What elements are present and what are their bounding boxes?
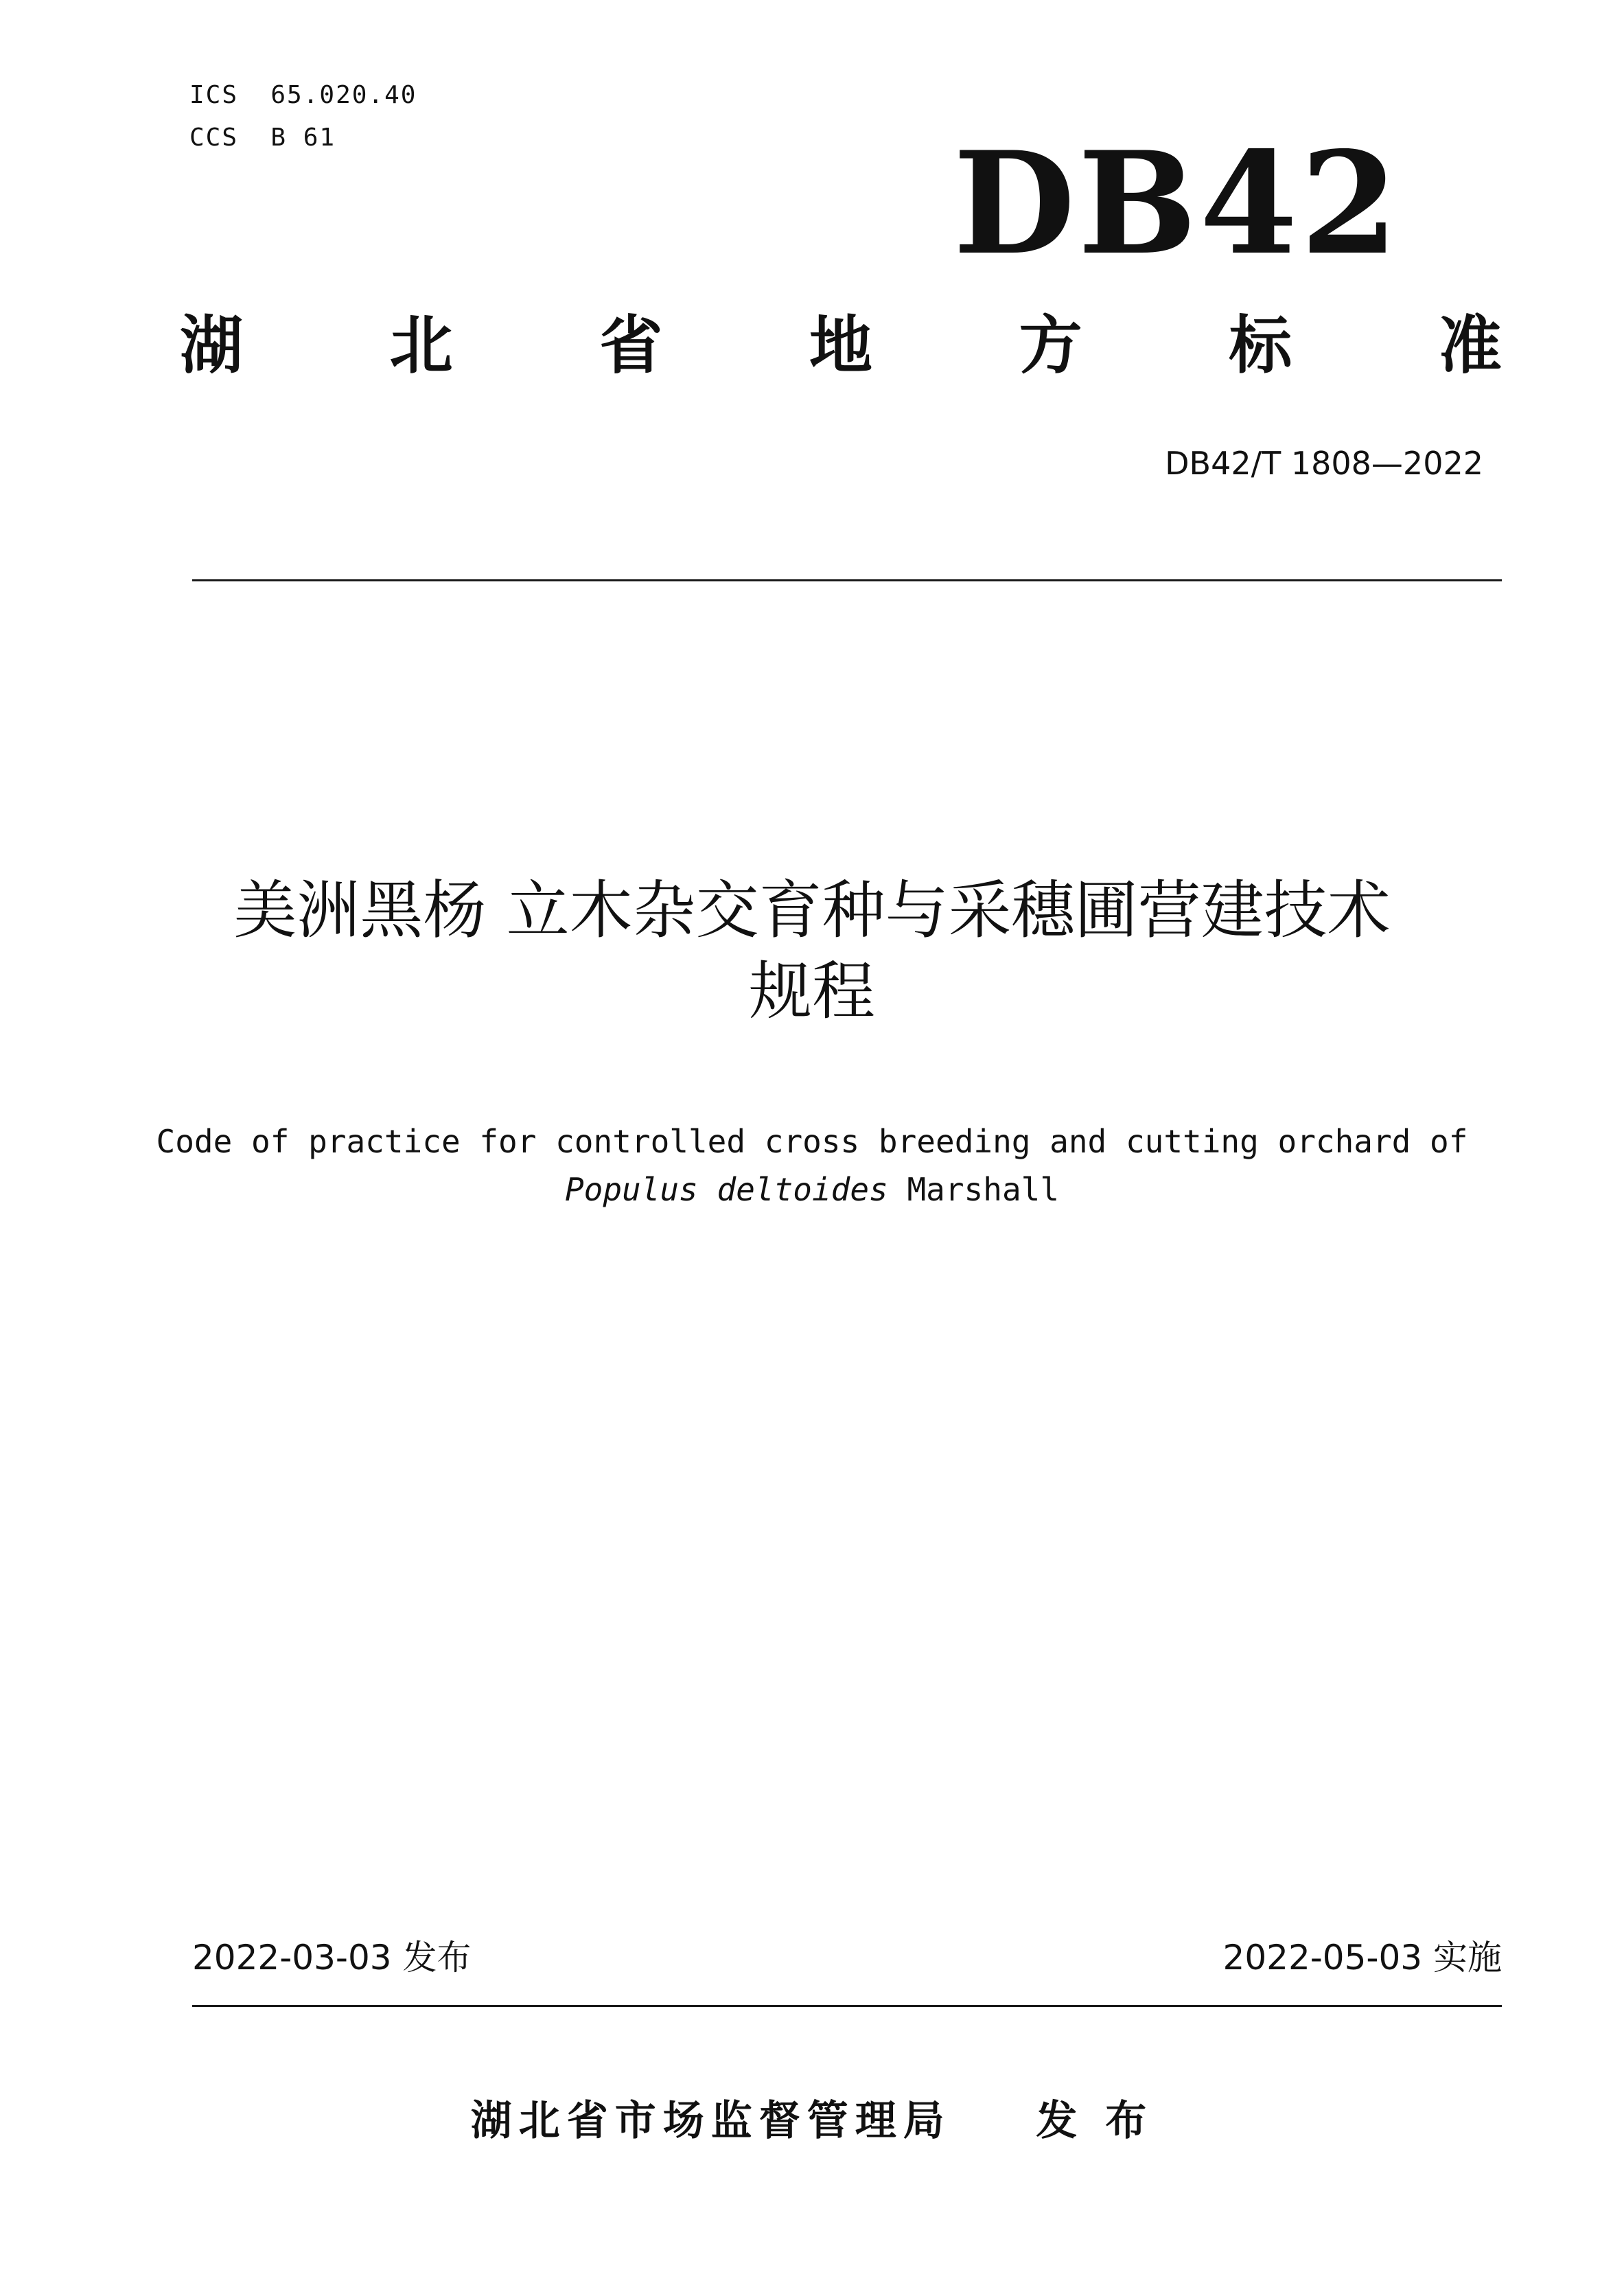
- title-english-line-2: [137, 1166, 1487, 1214]
- species-author: Marshall: [907, 1171, 1060, 1208]
- standard-type-heading: [180, 309, 1502, 382]
- standard-number: DB42/T 1808—2022: [1165, 445, 1483, 482]
- issuer-action: 发 布: [1036, 2097, 1154, 2145]
- db42-logo: DB42: [953, 121, 1401, 286]
- title-english-line-1: Code of practice for controlled cross breeding and cutting orchard of: [156, 1123, 1468, 1160]
- species-name: Populus deltoides: [564, 1171, 888, 1208]
- bottom-divider: [192, 2005, 1502, 2007]
- issue-date: 2022-03-03 发布: [192, 1938, 472, 1978]
- standard-type-char: 北: [389, 309, 453, 382]
- standard-type-char: 准: [1438, 309, 1502, 382]
- issuer: [0, 2088, 1624, 2147]
- standard-type-char: 方: [1019, 309, 1082, 382]
- issuer-name: 湖北省市场监督管理局: [470, 2097, 951, 2145]
- title-chinese-line-2: 规程: [748, 955, 875, 1028]
- standard-type-char: 省: [599, 309, 663, 382]
- standard-type-char: 湖: [180, 309, 244, 382]
- standard-type-char: 地: [809, 309, 872, 382]
- ics-code: ICS 65.020.40: [189, 81, 417, 109]
- title-english: [137, 1117, 1487, 1214]
- title-chinese-line-1: 美洲黑杨 立木杂交育种与采穗圃营建技术: [233, 874, 1391, 947]
- top-divider: [192, 579, 1502, 581]
- title-chinese: [137, 870, 1487, 1032]
- standard-type-char: 标: [1229, 309, 1292, 382]
- implementation-date: 2022-05-03 实施: [1222, 1938, 1502, 1978]
- ccs-code: CCS B 61: [189, 124, 336, 152]
